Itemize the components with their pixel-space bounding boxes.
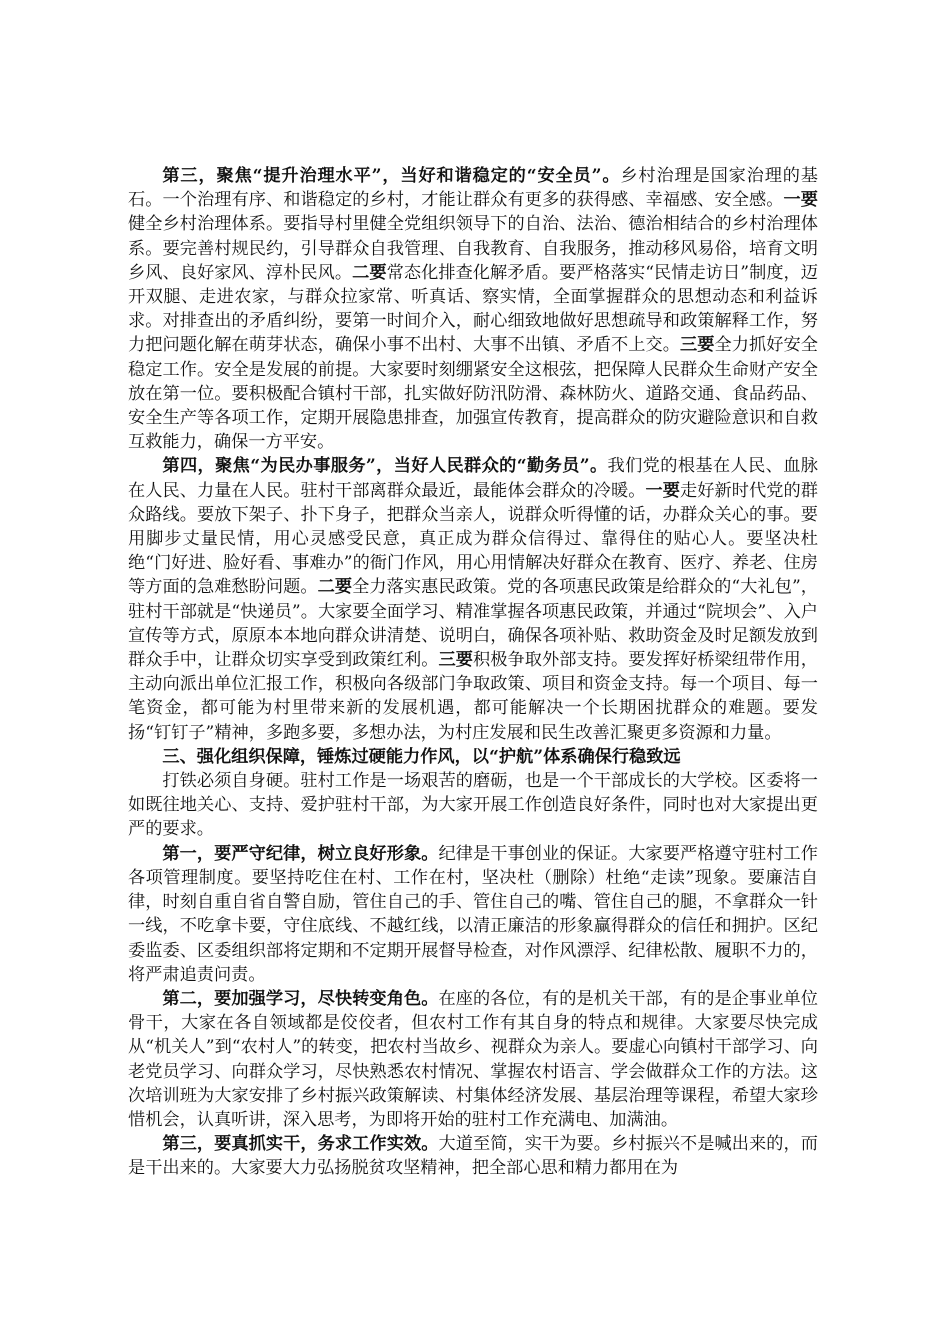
body-text: 大道至简，实干为要。乡村振兴不是喊出来的，而是干出来的。大家要大力弘扬脱贫攻坚精神，把全部心思和精力都用在为 (128, 1134, 818, 1179)
sub-point-label: 二要 (317, 577, 353, 598)
section-heading-text: 三、强化组织保障，锤炼过硬能力作风，以“护航”体系确保行稳致远 (162, 746, 681, 767)
point-heading: 第二，要加强学习，尽快转变角色。 (162, 988, 439, 1009)
body-text: 在座的各位，有的是机关干部，有的是企事业单位骨干，大家在各自领域都是佼佼者，但农村工作有其自身的特点和规律。大家要尽快完成从“机关人”到“农村人”的转变，把农村当故乡、视群众为亲人。要虚心向镇村干部学习、向老党员学习、向群众学习，尽快熟悉农村情况、掌握农村语言、学会做群众工作的方法。这次培训班为大家安排了乡村振兴政策解读、村集体经济发展、基层治理等课程，希望大家珍惜机会，认真听讲，深入思考，为即将开始的驻村工作充满电、加满油。 (128, 988, 818, 1130)
point-heading: 第四，聚焦“为民办事服务”，当好人民群众的“勤务员”。 (162, 456, 608, 477)
body-text: 打铁必须自身硬。驻村工作是一场艰苦的磨砺，也是一个干部成长的大学校。区委将一如既往地关心、支持、爱护驻村干部，为大家开展工作创造良好条件，同时也对大家提出更严的要求。 (128, 771, 818, 840)
sub-point-label: 一要 (645, 480, 681, 501)
point-heading: 第三，聚焦“提升治理水平”，当好和谐稳定的“安全员”。 (162, 166, 621, 186)
body-text: 积极争取外部支持。要发挥好桥梁纽带作用，主动向派出单位汇报工作，积极向各级部门争取政策、项目和资金支持。每一个项目、每一笔资金，都可能为村里带来新的发展机遇，都可能解决一个长期困扰群众的难题。要发扬“钉钉子”精神，多跑多要，多想办法，为村庄发展和民生改善汇聚更多资源和力量。 (128, 650, 818, 743)
body-text: 全力落实惠民政策。党的各项惠民政策是给群众的“大礼包”，驻村干部就是“快递员”。大家要全面学习、精准掌握各项惠民政策，并通过“院坝会”、入户宣传等方式，原原本本地向群众讲清楚、说明白，确保各项补贴、救助资金及时足额发放到群众手中，让群众切实享受到政策红利。 (128, 577, 818, 671)
body-text: 常态化排查化解矛盾。要严格落实“民情走访日”制度，迈开双腿、走进农家，与群众拉家常、听真话、察实情，全面掌握群众的思想动态和利益诉求。对排查出的矛盾纠纷，要第一时间介入，耐心细致地做好思想疏导和政策解释工作，努力把问题化解在萌芽状态，确保小事不出村、大事不出镇、矛盾不上交。 (128, 262, 818, 356)
paragraph-third-focus (128, 164, 818, 454)
paragraph-fourth-focus (128, 454, 818, 744)
body-text: 乡村治理是国家治理的基石。一个治理有序、和谐稳定的乡村，才能让群众有更多的获得感、幸福感、安全感。 (128, 166, 818, 211)
sub-point-label: 二要 (352, 262, 387, 283)
paragraph-learning (128, 987, 818, 1132)
paragraph-practical-work (128, 1132, 818, 1180)
sub-point-label: 三要 (680, 335, 715, 356)
body-text: 健全乡村治理体系。要指导村里健全党组织领导下的自治、法治、德治相结合的乡村治理体系。要完善村规民约，引导群众自我管理、自我教育、自我服务，推动移风易俗，培育文明乡风、良好家风、淳朴民风。 (128, 214, 818, 283)
body-text: 纪律是干事创业的保证。大家要严格遵守驻村工作各项管理制度。要坚持吃住在村、工作在村，坚决杜（删除）杜绝“走读”现象。要廉洁自律，时刻自重自省自警自励，管住自己的手、管住自己的嘴、管住自己的腿，不拿群众一针一线，不吃拿卡要，守住底线、不越红线，以清正廉洁的形象赢得群众的信任和拥护。区纪委监委、区委组织部将定期和不定期开展督导检查，对作风漂浮、纪律松散、履职不力的，将严肃追责问责。 (128, 843, 818, 985)
paragraph-section-intro (128, 769, 818, 842)
point-heading: 第一，要严守纪律，树立良好形象。 (162, 843, 439, 864)
sub-point-label: 一要 (783, 190, 818, 211)
document-body (128, 164, 818, 1181)
section-heading-three (128, 745, 818, 769)
paragraph-discipline (128, 842, 818, 987)
body-text: 我们党的根基在人民、血脉在人民、力量在人民。驻村干部离群众最近，最能体会群众的冷暖。 (128, 456, 818, 501)
point-heading: 第三，要真抓实干，务求工作实效。 (162, 1134, 439, 1155)
sub-point-label: 三要 (438, 650, 474, 671)
body-text: 全力抓好安全稳定工作。安全是发展的前提。大家要时刻绷紧安全这根弦，把保障人民群众生命财产安全放在第一位。要积极配合镇村干部，扎实做好防汛防滑、森林防火、道路交通、食品药品、安全生产等各项工作，定期开展隐患排查，加强宣传教育，提高群众的防灾避险意识和自救互救能力，确保一方平安。 (128, 335, 818, 453)
body-text: 走好新时代党的群众路线。要放下架子、扑下身子，把群众当亲人，说群众听得懂的话，办群众关心的事。要用脚步丈量民情，用心灵感受民意，真正成为群众信得过、靠得住的贴心人。要坚决杜绝“门好进、脸好看、事难办”的衙门作风，用心用情解决好群众在教育、医疗、养老、住房等方面的急难愁盼问题。 (128, 480, 818, 598)
